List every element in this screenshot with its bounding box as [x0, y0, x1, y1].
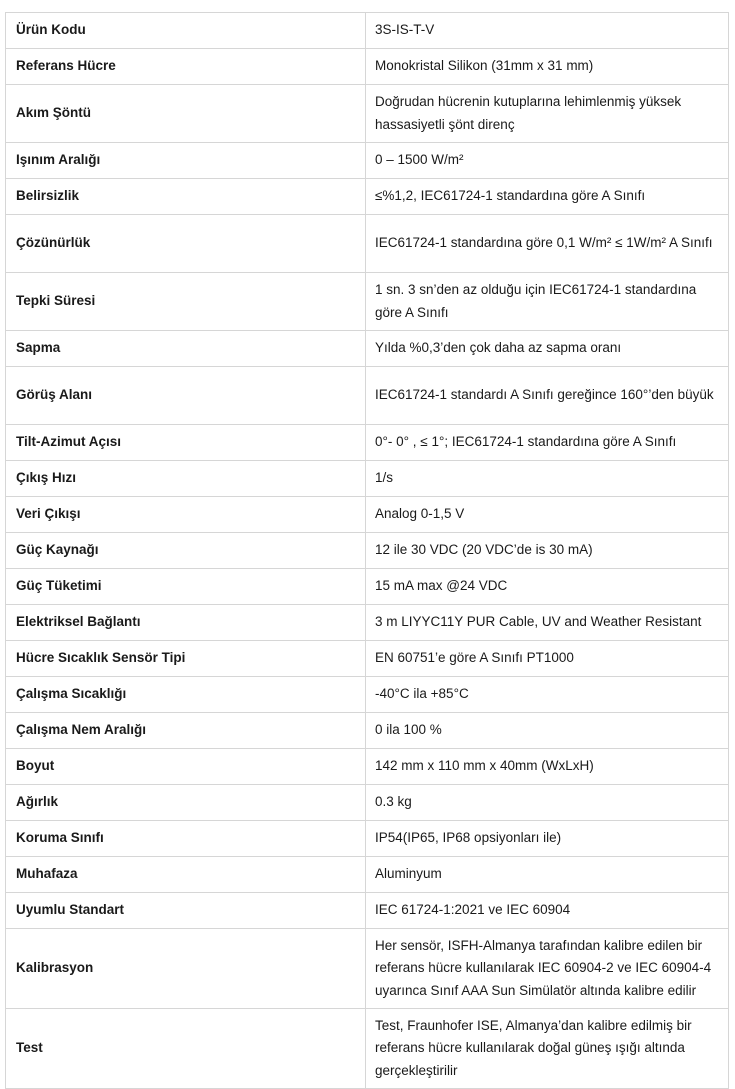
table-row — [6, 461, 729, 497]
spec-label: Tepki Süresi — [6, 273, 366, 331]
spec-label: Işınım Aralığı — [6, 143, 366, 179]
spec-label: Çözünürlük — [6, 215, 366, 273]
spec-table — [5, 12, 729, 1089]
spec-label: Referans Hücre — [6, 49, 366, 85]
table-row — [6, 605, 729, 641]
spec-label: Veri Çıkışı — [6, 497, 366, 533]
table-row — [6, 821, 729, 857]
spec-label: Belirsizlik — [6, 179, 366, 215]
spec-label: Boyut — [6, 749, 366, 785]
spec-value: Aluminyum — [366, 857, 729, 893]
table-row — [6, 749, 729, 785]
table-row — [6, 497, 729, 533]
table-row — [6, 143, 729, 179]
table-row — [6, 331, 729, 367]
spec-value: 15 mA max @24 VDC — [366, 569, 729, 605]
spec-value: 3S-IS-T-V — [366, 13, 729, 49]
spec-value: Monokristal Silikon (31mm x 31 mm) — [366, 49, 729, 85]
spec-label: Ağırlık — [6, 785, 366, 821]
spec-value: IEC61724-1 standardı A Sınıfı gereğince 160°’den büyük — [366, 367, 729, 425]
spec-value: 0°- 0° , ≤ 1°; IEC61724-1 standardına göre A Sınıfı — [366, 425, 729, 461]
spec-value: -40°C ila +85°C — [366, 677, 729, 713]
table-row — [6, 367, 729, 425]
spec-label: Elektriksel Bağlantı — [6, 605, 366, 641]
table-row — [6, 929, 729, 1009]
table-row — [6, 569, 729, 605]
spec-value: Analog 0-1,5 V — [366, 497, 729, 533]
spec-label: Tilt-Azimut Açısı — [6, 425, 366, 461]
spec-value: IEC 61724-1:2021 ve IEC 60904 — [366, 893, 729, 929]
table-row — [6, 857, 729, 893]
spec-label: Uyumlu Standart — [6, 893, 366, 929]
spec-table-body — [6, 13, 729, 1089]
table-row — [6, 893, 729, 929]
spec-label: Akım Şöntü — [6, 85, 366, 143]
table-row — [6, 215, 729, 273]
spec-value: Doğrudan hücrenin kutuplarına lehimlenmiş yüksek hassasiyetli şönt direnç — [366, 85, 729, 143]
spec-value: 1 sn. 3 sn’den az olduğu için IEC61724-1 standardına göre A Sınıfı — [366, 273, 729, 331]
spec-value: 0 – 1500 W/m² — [366, 143, 729, 179]
table-row — [6, 713, 729, 749]
table-row — [6, 179, 729, 215]
spec-value: 12 ile 30 VDC (20 VDC’de is 30 mA) — [366, 533, 729, 569]
spec-label: Çalışma Nem Aralığı — [6, 713, 366, 749]
spec-label: Hücre Sıcaklık Sensör Tipi — [6, 641, 366, 677]
spec-value: 142 mm x 110 mm x 40mm (WxLxH) — [366, 749, 729, 785]
spec-label: Sapma — [6, 331, 366, 367]
spec-label: Test — [6, 1009, 366, 1089]
table-row — [6, 785, 729, 821]
table-row — [6, 677, 729, 713]
table-row — [6, 85, 729, 143]
spec-value: Test, Fraunhofer ISE, Almanya’dan kalibre edilmiş bir referans hücre kullanılarak doğal güneş ışığı altında gerçekleştirilir — [366, 1009, 729, 1089]
spec-label: Çalışma Sıcaklığı — [6, 677, 366, 713]
spec-label: Güç Kaynağı — [6, 533, 366, 569]
spec-value: IP54(IP65, IP68 opsiyonları ile) — [366, 821, 729, 857]
spec-value: EN 60751’e göre A Sınıfı PT1000 — [366, 641, 729, 677]
spec-value: Yılda %0,3’den çok daha az sapma oranı — [366, 331, 729, 367]
table-row — [6, 49, 729, 85]
spec-value: 0 ila 100 % — [366, 713, 729, 749]
table-row — [6, 13, 729, 49]
spec-value: ≤%1,2, IEC61724-1 standardına göre A Sınıfı — [366, 179, 729, 215]
spec-label: Görüş Alanı — [6, 367, 366, 425]
table-row — [6, 641, 729, 677]
spec-value: Her sensör, ISFH-Almanya tarafından kalibre edilen bir referans hücre kullanılarak IEC 60904-2 ve IEC 60904-4 uyarınca Sınıf AAA Sun Simülatör altında kalibre edilir — [366, 929, 729, 1009]
spec-label: Güç Tüketimi — [6, 569, 366, 605]
table-row — [6, 425, 729, 461]
spec-label: Ürün Kodu — [6, 13, 366, 49]
spec-value: 1/s — [366, 461, 729, 497]
spec-value: 0.3 kg — [366, 785, 729, 821]
table-row — [6, 1009, 729, 1089]
spec-label: Kalibrasyon — [6, 929, 366, 1009]
spec-label: Muhafaza — [6, 857, 366, 893]
spec-label: Koruma Sınıfı — [6, 821, 366, 857]
spec-value: 3 m LIYYC11Y PUR Cable, UV and Weather Resistant — [366, 605, 729, 641]
spec-value: IEC61724-1 standardına göre 0,1 W/m² ≤ 1W/m² A Sınıfı — [366, 215, 729, 273]
table-row — [6, 273, 729, 331]
table-row — [6, 533, 729, 569]
spec-label: Çıkış Hızı — [6, 461, 366, 497]
